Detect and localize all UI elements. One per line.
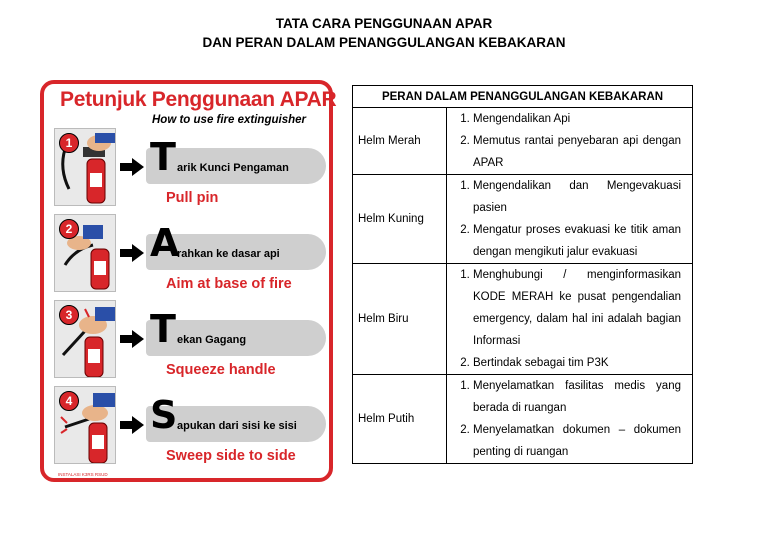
duty-item: 1. Menyelamatkan fasilitas medis yang berada di ruangan — [473, 375, 681, 419]
duty-item: 2. Memutus rantai penyebaran api dengan APAR — [473, 130, 681, 174]
duties-cell — [447, 175, 693, 264]
document-title-line-1: TATA CARA PENGGUNAAN APAR — [275, 16, 493, 31]
duty-item: 1. Menghubungi / menginformasikan KODE MERAH ke pusat pengendalian emergency, dalam hal ini adalah bagian Informasi — [473, 264, 681, 352]
step-number-badge: 3 — [59, 305, 79, 325]
table-row — [353, 264, 693, 375]
step-2 — [54, 214, 330, 292]
step-instruction-id: arik Kunci Pengaman — [177, 162, 289, 174]
table-row — [353, 375, 693, 464]
duties-cell — [447, 375, 693, 464]
step-initial-letter: A — [150, 221, 180, 265]
step-1 — [54, 128, 330, 206]
duty-item: 2. Mengatur proses evakuasi ke titik aman dengan mengikuti jalur evakuasi — [473, 219, 681, 263]
step-number-badge: 4 — [59, 391, 79, 411]
step-instruction-en: Aim at base of fire — [166, 276, 292, 292]
right-arrow-icon — [120, 330, 144, 348]
poster-subtitle: How to use fire extinguisher — [152, 114, 306, 126]
step-initial-letter: T — [150, 307, 176, 351]
duties-cell — [447, 264, 693, 375]
step-4 — [54, 386, 330, 464]
step-initial-letter: T — [150, 135, 176, 179]
helmet-label: Helm Biru — [353, 264, 447, 375]
step-initial-letter: S — [150, 393, 178, 437]
squeeze-handle-illustration — [54, 300, 116, 378]
step-instruction-id: apukan dari sisi ke sisi — [177, 420, 297, 432]
helmet-label: Helm Merah — [353, 108, 447, 175]
table-row — [353, 175, 693, 264]
sweep-side-illustration — [54, 386, 116, 464]
helmet-label: Helm Kuning — [353, 175, 447, 264]
table-row — [353, 108, 693, 175]
duty-item: 1. Mengendalikan dan Mengevakuasi pasien — [473, 175, 681, 219]
apar-instruction-poster — [40, 80, 337, 482]
pull-pin-illustration — [54, 128, 116, 206]
step-instruction-en: Sweep side to side — [166, 448, 296, 464]
poster-title: Petunjuk Penggunaan APAR — [60, 88, 337, 111]
right-arrow-icon — [120, 416, 144, 434]
table-header: PERAN DALAM PENANGGULANGAN KEBAKARAN — [353, 86, 693, 108]
fire-roles-table — [352, 85, 693, 464]
duty-item: 2. Menyelamatkan dokumen – dokumen penting di ruangan — [473, 419, 681, 463]
poster-footer: INSTALASI K3RS RSUD — [58, 472, 108, 477]
duty-item: 2. Bertindak sebagai tim P3K — [473, 352, 681, 374]
right-arrow-icon — [120, 244, 144, 262]
document-title — [0, 14, 768, 52]
step-number-badge: 2 — [59, 219, 79, 239]
step-3 — [54, 300, 330, 378]
step-instruction-en: Squeeze handle — [166, 362, 276, 378]
duty-item: 1. Mengendalikan Api — [473, 108, 681, 130]
table-header-row — [353, 86, 693, 108]
step-instruction-id: rahkan ke dasar api — [177, 248, 280, 260]
right-arrow-icon — [120, 158, 144, 176]
duties-cell — [447, 108, 693, 175]
step-instruction-en: Pull pin — [166, 190, 219, 206]
helmet-label: Helm Putih — [353, 375, 447, 464]
aim-base-illustration — [54, 214, 116, 292]
step-number-badge: 1 — [59, 133, 79, 153]
step-instruction-id: ekan Gagang — [177, 334, 247, 346]
document-title-line-2: DAN PERAN DALAM PENANGGULANGAN KEBAKARAN — [202, 35, 566, 50]
